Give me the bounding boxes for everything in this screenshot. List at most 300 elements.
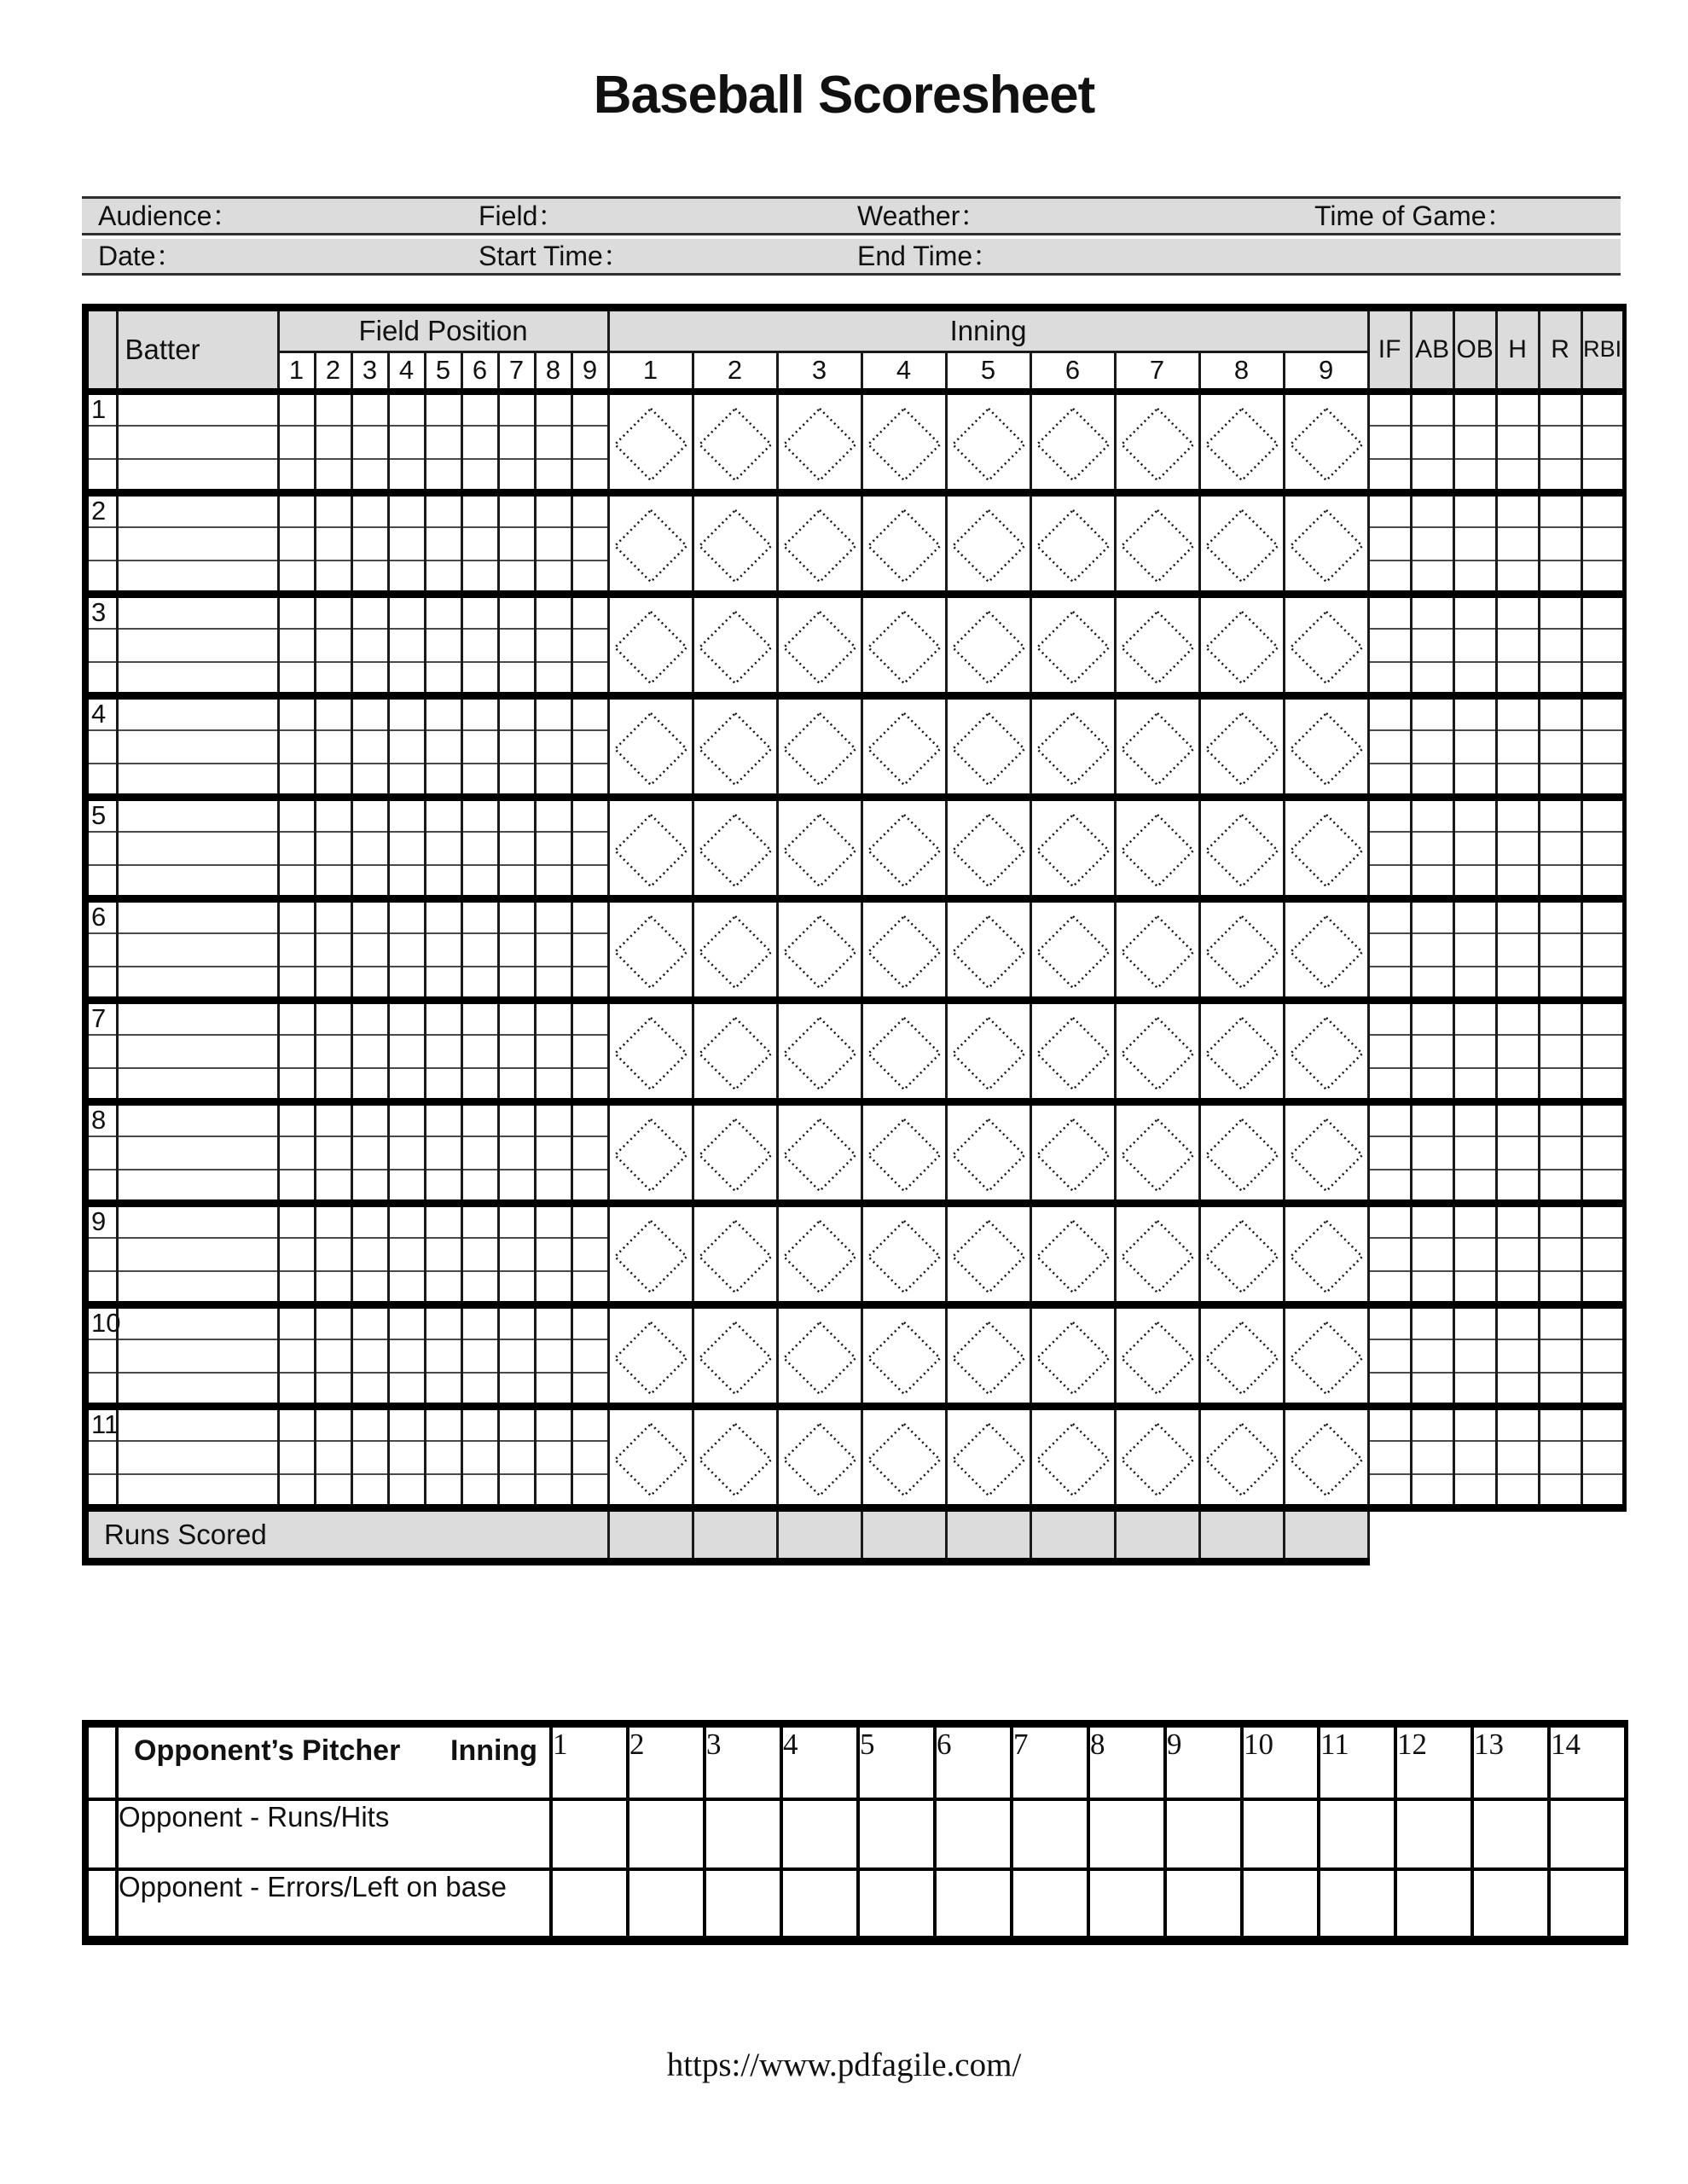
inning-scoring-cell-8[interactable] — [1199, 492, 1284, 594]
batter-name-cell[interactable] — [117, 865, 278, 898]
stat-cell-if[interactable] — [1368, 1136, 1411, 1170]
inning-scoring-cell-9[interactable] — [1284, 1406, 1368, 1507]
batter-name-cell[interactable] — [117, 426, 278, 459]
field-position-cell[interactable] — [278, 1271, 315, 1304]
stat-cell-if[interactable] — [1368, 459, 1411, 492]
batter-name-cell[interactable] — [117, 1203, 278, 1238]
stat-cell-r[interactable] — [1539, 1203, 1581, 1238]
inning-scoring-cell-9[interactable] — [1284, 492, 1368, 594]
field-position-cell[interactable] — [425, 1035, 461, 1068]
stat-cell-ab[interactable] — [1411, 426, 1453, 459]
field-position-cell[interactable] — [425, 933, 461, 967]
field-position-cell[interactable] — [535, 662, 571, 695]
field-position-cell[interactable] — [425, 594, 461, 629]
runs-scored-cell-8[interactable] — [1199, 1507, 1284, 1561]
stat-cell-ab[interactable] — [1411, 797, 1453, 832]
field-position-cell[interactable] — [571, 426, 608, 459]
field-position-cell[interactable] — [425, 967, 461, 1000]
stat-cell-ab[interactable] — [1411, 459, 1453, 492]
stat-cell-ob[interactable] — [1453, 1068, 1496, 1101]
field-position-cell[interactable] — [571, 695, 608, 730]
inning-scoring-cell-4[interactable] — [861, 492, 946, 594]
inning-scoring-cell-2[interactable] — [693, 1000, 777, 1101]
inning-scoring-cell-8[interactable] — [1199, 1203, 1284, 1304]
inning-scoring-cell-3[interactable] — [777, 898, 861, 1000]
inning-scoring-cell-1[interactable] — [608, 797, 693, 898]
field-position-cell[interactable] — [425, 1474, 461, 1507]
inning-scoring-cell-6[interactable] — [1030, 392, 1115, 493]
opponent-data-cell-14[interactable] — [1549, 1799, 1626, 1869]
field-position-cell[interactable] — [461, 1474, 498, 1507]
stat-cell-if[interactable] — [1368, 730, 1411, 764]
field-position-cell[interactable] — [315, 730, 351, 764]
stat-cell-rbi[interactable] — [1581, 832, 1624, 865]
field-position-cell[interactable] — [351, 426, 388, 459]
runs-scored-cell-3[interactable] — [777, 1507, 861, 1561]
opponent-data-cell-8[interactable] — [1088, 1799, 1165, 1869]
field-position-cell[interactable] — [278, 1339, 315, 1373]
field-position-cell[interactable] — [571, 1238, 608, 1271]
field-position-cell[interactable] — [425, 865, 461, 898]
stat-cell-ob[interactable] — [1453, 933, 1496, 967]
field-position-cell[interactable] — [278, 1203, 315, 1238]
stat-cell-r[interactable] — [1539, 832, 1581, 865]
stat-cell-if[interactable] — [1368, 1373, 1411, 1406]
field-position-cell[interactable] — [388, 1441, 425, 1474]
batter-name-cell[interactable] — [117, 392, 278, 426]
stat-cell-rbi[interactable] — [1581, 1373, 1624, 1406]
stat-cell-rbi[interactable] — [1581, 392, 1624, 426]
inning-scoring-cell-3[interactable] — [777, 695, 861, 797]
field-position-cell[interactable] — [315, 1068, 351, 1101]
field-position-cell[interactable] — [461, 392, 498, 426]
stat-cell-h[interactable] — [1496, 933, 1539, 967]
stat-cell-h[interactable] — [1496, 898, 1539, 933]
field-position-cell[interactable] — [571, 1373, 608, 1406]
stat-cell-h[interactable] — [1496, 1271, 1539, 1304]
stat-cell-ab[interactable] — [1411, 492, 1453, 527]
stat-cell-ob[interactable] — [1453, 695, 1496, 730]
field-position-cell[interactable] — [425, 797, 461, 832]
inning-scoring-cell-7[interactable] — [1115, 797, 1199, 898]
stat-cell-ob[interactable] — [1453, 492, 1496, 527]
stat-cell-h[interactable] — [1496, 1238, 1539, 1271]
field-position-cell[interactable] — [315, 764, 351, 797]
batter-name-cell[interactable] — [117, 629, 278, 662]
field-position-cell[interactable] — [498, 1339, 535, 1373]
field-position-cell[interactable] — [571, 865, 608, 898]
stat-cell-h[interactable] — [1496, 1203, 1539, 1238]
inning-scoring-cell-3[interactable] — [777, 1101, 861, 1203]
field-position-cell[interactable] — [535, 426, 571, 459]
stat-cell-ab[interactable] — [1411, 629, 1453, 662]
stat-cell-ab[interactable] — [1411, 1238, 1453, 1271]
field-position-cell[interactable] — [278, 797, 315, 832]
stat-cell-ob[interactable] — [1453, 1035, 1496, 1068]
inning-scoring-cell-5[interactable] — [946, 594, 1030, 695]
field-position-cell[interactable] — [461, 898, 498, 933]
stat-cell-if[interactable] — [1368, 1203, 1411, 1238]
inning-scoring-cell-5[interactable] — [946, 1203, 1030, 1304]
field-position-cell[interactable] — [461, 1238, 498, 1271]
stat-cell-if[interactable] — [1368, 1035, 1411, 1068]
stat-cell-if[interactable] — [1368, 561, 1411, 594]
runs-scored-cell-9[interactable] — [1284, 1507, 1368, 1561]
field-position-cell[interactable] — [315, 1101, 351, 1136]
field-position-cell[interactable] — [535, 764, 571, 797]
field-position-cell[interactable] — [425, 561, 461, 594]
field-position-cell[interactable] — [498, 1441, 535, 1474]
field-position-cell[interactable] — [278, 662, 315, 695]
stat-cell-h[interactable] — [1496, 492, 1539, 527]
field-position-cell[interactable] — [425, 898, 461, 933]
stat-cell-r[interactable] — [1539, 764, 1581, 797]
stat-cell-ab[interactable] — [1411, 898, 1453, 933]
stat-cell-r[interactable] — [1539, 967, 1581, 1000]
field-position-cell[interactable] — [535, 1136, 571, 1170]
stat-cell-ab[interactable] — [1411, 527, 1453, 561]
stat-cell-if[interactable] — [1368, 898, 1411, 933]
field-position-cell[interactable] — [388, 1304, 425, 1339]
stat-cell-h[interactable] — [1496, 1406, 1539, 1441]
inning-scoring-cell-4[interactable] — [861, 594, 946, 695]
stat-cell-rbi[interactable] — [1581, 1035, 1624, 1068]
field-position-cell[interactable] — [535, 1238, 571, 1271]
field-position-cell[interactable] — [315, 1406, 351, 1441]
field-position-cell[interactable] — [388, 629, 425, 662]
inning-scoring-cell-2[interactable] — [693, 797, 777, 898]
inning-scoring-cell-6[interactable] — [1030, 1101, 1115, 1203]
stat-cell-ob[interactable] — [1453, 426, 1496, 459]
stat-cell-h[interactable] — [1496, 1441, 1539, 1474]
field-position-cell[interactable] — [535, 492, 571, 527]
inning-scoring-cell-9[interactable] — [1284, 1000, 1368, 1101]
opponent-data-cell-10[interactable] — [1242, 1869, 1319, 1941]
field-position-cell[interactable] — [351, 662, 388, 695]
field-position-cell[interactable] — [315, 898, 351, 933]
inning-scoring-cell-2[interactable] — [693, 1203, 777, 1304]
field-position-cell[interactable] — [571, 594, 608, 629]
field-position-cell[interactable] — [351, 1203, 388, 1238]
inning-scoring-cell-5[interactable] — [946, 1406, 1030, 1507]
stat-cell-rbi[interactable] — [1581, 629, 1624, 662]
field-position-cell[interactable] — [388, 1170, 425, 1203]
inning-scoring-cell-1[interactable] — [608, 898, 693, 1000]
stat-cell-ob[interactable] — [1453, 459, 1496, 492]
field-position-cell[interactable] — [351, 1238, 388, 1271]
field-position-cell[interactable] — [498, 764, 535, 797]
stat-cell-if[interactable] — [1368, 764, 1411, 797]
stat-cell-ob[interactable] — [1453, 1101, 1496, 1136]
stat-cell-ob[interactable] — [1453, 1000, 1496, 1035]
field-position-cell[interactable] — [351, 1170, 388, 1203]
field-position-cell[interactable] — [535, 392, 571, 426]
inning-scoring-cell-9[interactable] — [1284, 898, 1368, 1000]
field-position-cell[interactable] — [351, 629, 388, 662]
field-position-cell[interactable] — [498, 1373, 535, 1406]
field-position-cell[interactable] — [425, 1101, 461, 1136]
stat-cell-ob[interactable] — [1453, 797, 1496, 832]
stat-cell-rbi[interactable] — [1581, 1304, 1624, 1339]
field-position-cell[interactable] — [388, 797, 425, 832]
field-position-cell[interactable] — [571, 1136, 608, 1170]
stat-cell-if[interactable] — [1368, 865, 1411, 898]
stat-cell-ab[interactable] — [1411, 1373, 1453, 1406]
inning-scoring-cell-9[interactable] — [1284, 1203, 1368, 1304]
field-position-cell[interactable] — [351, 492, 388, 527]
stat-cell-h[interactable] — [1496, 730, 1539, 764]
inning-scoring-cell-7[interactable] — [1115, 1101, 1199, 1203]
inning-scoring-cell-2[interactable] — [693, 1304, 777, 1406]
batter-name-cell[interactable] — [117, 967, 278, 1000]
field-position-cell[interactable] — [351, 730, 388, 764]
field-position-cell[interactable] — [351, 933, 388, 967]
inning-scoring-cell-4[interactable] — [861, 1000, 946, 1101]
stat-cell-ob[interactable] — [1453, 629, 1496, 662]
field-position-cell[interactable] — [351, 1304, 388, 1339]
field-position-cell[interactable] — [498, 662, 535, 695]
field-position-cell[interactable] — [498, 561, 535, 594]
batter-name-cell[interactable] — [117, 561, 278, 594]
stat-cell-h[interactable] — [1496, 1170, 1539, 1203]
field-position-cell[interactable] — [425, 730, 461, 764]
field-position-cell[interactable] — [498, 832, 535, 865]
stat-cell-ab[interactable] — [1411, 1101, 1453, 1136]
field-position-cell[interactable] — [535, 1406, 571, 1441]
stat-cell-r[interactable] — [1539, 1068, 1581, 1101]
inning-scoring-cell-3[interactable] — [777, 492, 861, 594]
field-position-cell[interactable] — [315, 1339, 351, 1373]
field-position-cell[interactable] — [535, 1068, 571, 1101]
stat-cell-r[interactable] — [1539, 1373, 1581, 1406]
field-position-cell[interactable] — [535, 797, 571, 832]
field-position-cell[interactable] — [498, 898, 535, 933]
inning-scoring-cell-9[interactable] — [1284, 797, 1368, 898]
field-position-cell[interactable] — [461, 1339, 498, 1373]
stat-cell-h[interactable] — [1496, 561, 1539, 594]
field-position-cell[interactable] — [425, 1304, 461, 1339]
field-position-cell[interactable] — [278, 933, 315, 967]
inning-scoring-cell-2[interactable] — [693, 898, 777, 1000]
stat-cell-r[interactable] — [1539, 1339, 1581, 1373]
field-position-cell[interactable] — [425, 527, 461, 561]
field-position-cell[interactable] — [351, 1101, 388, 1136]
batter-name-cell[interactable] — [117, 1304, 278, 1339]
field-position-cell[interactable] — [498, 594, 535, 629]
field-position-cell[interactable] — [388, 1373, 425, 1406]
opponent-data-cell-11[interactable] — [1319, 1799, 1395, 1869]
inning-scoring-cell-4[interactable] — [861, 695, 946, 797]
field-position-cell[interactable] — [351, 764, 388, 797]
field-position-cell[interactable] — [278, 898, 315, 933]
stat-cell-if[interactable] — [1368, 1441, 1411, 1474]
stat-cell-ob[interactable] — [1453, 1441, 1496, 1474]
stat-cell-if[interactable] — [1368, 392, 1411, 426]
inning-scoring-cell-1[interactable] — [608, 492, 693, 594]
field-position-cell[interactable] — [315, 426, 351, 459]
stat-cell-rbi[interactable] — [1581, 1406, 1624, 1441]
stat-cell-r[interactable] — [1539, 662, 1581, 695]
field-position-cell[interactable] — [461, 865, 498, 898]
opponent-data-cell-2[interactable] — [628, 1869, 705, 1941]
stat-cell-rbi[interactable] — [1581, 797, 1624, 832]
inning-scoring-cell-9[interactable] — [1284, 594, 1368, 695]
stat-cell-ob[interactable] — [1453, 1339, 1496, 1373]
stat-cell-h[interactable] — [1496, 1000, 1539, 1035]
stat-cell-ob[interactable] — [1453, 967, 1496, 1000]
stat-cell-if[interactable] — [1368, 1339, 1411, 1373]
inning-scoring-cell-8[interactable] — [1199, 594, 1284, 695]
field-position-cell[interactable] — [498, 865, 535, 898]
stat-cell-rbi[interactable] — [1581, 662, 1624, 695]
field-position-cell[interactable] — [571, 797, 608, 832]
field-position-cell[interactable] — [461, 730, 498, 764]
inning-scoring-cell-6[interactable] — [1030, 1000, 1115, 1101]
batter-name-cell[interactable] — [117, 1441, 278, 1474]
field-position-cell[interactable] — [571, 898, 608, 933]
inning-scoring-cell-4[interactable] — [861, 1101, 946, 1203]
stat-cell-if[interactable] — [1368, 1068, 1411, 1101]
stat-cell-rbi[interactable] — [1581, 898, 1624, 933]
field-position-cell[interactable] — [315, 1441, 351, 1474]
inning-scoring-cell-7[interactable] — [1115, 695, 1199, 797]
field-position-cell[interactable] — [351, 527, 388, 561]
inning-scoring-cell-5[interactable] — [946, 492, 1030, 594]
stat-cell-ob[interactable] — [1453, 1304, 1496, 1339]
inning-scoring-cell-3[interactable] — [777, 797, 861, 898]
runs-scored-cell-4[interactable] — [861, 1507, 946, 1561]
field-position-cell[interactable] — [571, 561, 608, 594]
stat-cell-if[interactable] — [1368, 695, 1411, 730]
opponent-data-cell-5[interactable] — [858, 1869, 935, 1941]
stat-cell-rbi[interactable] — [1581, 426, 1624, 459]
field-position-cell[interactable] — [461, 1406, 498, 1441]
field-position-cell[interactable] — [571, 832, 608, 865]
field-position-cell[interactable] — [351, 1136, 388, 1170]
stat-cell-if[interactable] — [1368, 797, 1411, 832]
field-position-cell[interactable] — [351, 561, 388, 594]
stat-cell-rbi[interactable] — [1581, 730, 1624, 764]
opponent-data-cell-14[interactable] — [1549, 1869, 1626, 1941]
batter-name-cell[interactable] — [117, 1136, 278, 1170]
stat-cell-h[interactable] — [1496, 797, 1539, 832]
field-position-cell[interactable] — [351, 1474, 388, 1507]
stat-cell-h[interactable] — [1496, 426, 1539, 459]
inning-scoring-cell-1[interactable] — [608, 1101, 693, 1203]
stat-cell-rbi[interactable] — [1581, 561, 1624, 594]
field-position-cell[interactable] — [571, 1339, 608, 1373]
field-position-cell[interactable] — [498, 392, 535, 426]
stat-cell-if[interactable] — [1368, 492, 1411, 527]
field-position-cell[interactable] — [535, 527, 571, 561]
field-position-cell[interactable] — [351, 594, 388, 629]
stat-cell-ob[interactable] — [1453, 594, 1496, 629]
inning-scoring-cell-2[interactable] — [693, 594, 777, 695]
opponent-data-cell-10[interactable] — [1242, 1799, 1319, 1869]
field-position-cell[interactable] — [498, 1035, 535, 1068]
field-position-cell[interactable] — [388, 1203, 425, 1238]
batter-name-cell[interactable] — [117, 1339, 278, 1373]
field-position-cell[interactable] — [461, 662, 498, 695]
field-position-cell[interactable] — [461, 764, 498, 797]
field-position-cell[interactable] — [571, 1170, 608, 1203]
field-position-cell[interactable] — [388, 933, 425, 967]
field-position-cell[interactable] — [461, 594, 498, 629]
field-position-cell[interactable] — [278, 426, 315, 459]
runs-scored-cell-5[interactable] — [946, 1507, 1030, 1561]
stat-cell-h[interactable] — [1496, 764, 1539, 797]
inning-scoring-cell-3[interactable] — [777, 1000, 861, 1101]
field-position-cell[interactable] — [388, 865, 425, 898]
field-position-cell[interactable] — [351, 1271, 388, 1304]
field-position-cell[interactable] — [535, 629, 571, 662]
field-position-cell[interactable] — [278, 730, 315, 764]
field-position-cell[interactable] — [571, 1203, 608, 1238]
field-position-cell[interactable] — [351, 1339, 388, 1373]
field-position-cell[interactable] — [425, 1406, 461, 1441]
stat-cell-if[interactable] — [1368, 1271, 1411, 1304]
field-position-cell[interactable] — [461, 1203, 498, 1238]
inning-scoring-cell-8[interactable] — [1199, 392, 1284, 493]
field-position-cell[interactable] — [425, 459, 461, 492]
stat-cell-if[interactable] — [1368, 629, 1411, 662]
field-position-cell[interactable] — [278, 1474, 315, 1507]
field-position-cell[interactable] — [278, 1101, 315, 1136]
inning-scoring-cell-6[interactable] — [1030, 594, 1115, 695]
runs-scored-cell-6[interactable] — [1030, 1507, 1115, 1561]
field-position-cell[interactable] — [388, 426, 425, 459]
stat-cell-rbi[interactable] — [1581, 459, 1624, 492]
field-position-cell[interactable] — [571, 1441, 608, 1474]
field-position-cell[interactable] — [535, 1170, 571, 1203]
field-position-cell[interactable] — [278, 695, 315, 730]
field-position-cell[interactable] — [535, 695, 571, 730]
stat-cell-r[interactable] — [1539, 594, 1581, 629]
field-position-cell[interactable] — [351, 1441, 388, 1474]
inning-scoring-cell-3[interactable] — [777, 1203, 861, 1304]
stat-cell-ab[interactable] — [1411, 933, 1453, 967]
footer-url[interactable]: https://www.pdfagile.com/ — [666, 2047, 1022, 2083]
field-position-cell[interactable] — [535, 1373, 571, 1406]
inning-scoring-cell-2[interactable] — [693, 492, 777, 594]
stat-cell-r[interactable] — [1539, 730, 1581, 764]
field-position-cell[interactable] — [461, 1068, 498, 1101]
stat-cell-r[interactable] — [1539, 1136, 1581, 1170]
stat-cell-if[interactable] — [1368, 1238, 1411, 1271]
field-position-cell[interactable] — [388, 898, 425, 933]
field-position-cell[interactable] — [461, 629, 498, 662]
field-position-cell[interactable] — [388, 459, 425, 492]
field-position-cell[interactable] — [535, 933, 571, 967]
field-position-cell[interactable] — [461, 1304, 498, 1339]
stat-cell-ob[interactable] — [1453, 764, 1496, 797]
field-position-cell[interactable] — [425, 1441, 461, 1474]
field-position-cell[interactable] — [278, 832, 315, 865]
field-position-cell[interactable] — [388, 730, 425, 764]
field-position-cell[interactable] — [351, 695, 388, 730]
stat-cell-ob[interactable] — [1453, 561, 1496, 594]
stat-cell-ob[interactable] — [1453, 832, 1496, 865]
field-position-cell[interactable] — [315, 967, 351, 1000]
stat-cell-if[interactable] — [1368, 1406, 1411, 1441]
opponent-data-cell-5[interactable] — [858, 1799, 935, 1869]
stat-cell-r[interactable] — [1539, 492, 1581, 527]
field-position-cell[interactable] — [388, 1339, 425, 1373]
field-position-cell[interactable] — [351, 865, 388, 898]
field-position-cell[interactable] — [351, 1373, 388, 1406]
field-position-cell[interactable] — [425, 1068, 461, 1101]
field-position-cell[interactable] — [388, 392, 425, 426]
